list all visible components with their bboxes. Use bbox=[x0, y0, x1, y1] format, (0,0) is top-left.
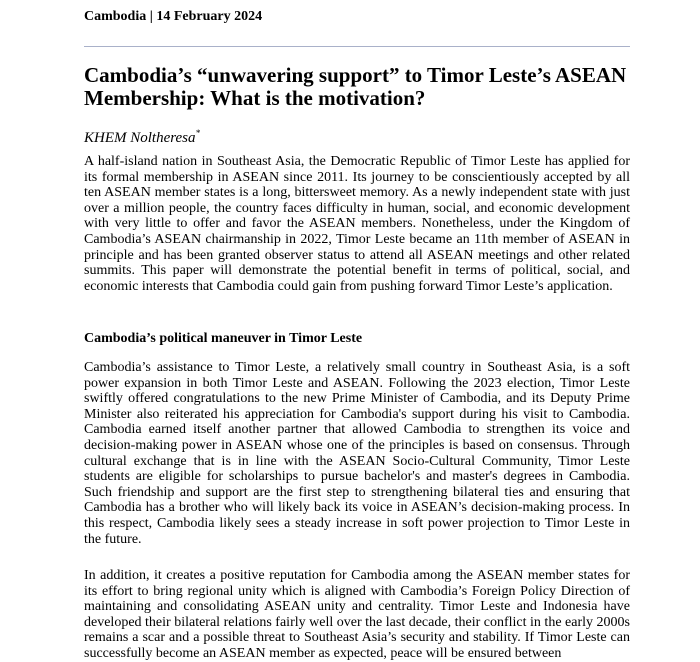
intro-paragraph: A half-island nation in Southeast Asia, the Democratic Republic of Timor Leste has applied for its formal membership in ASEAN since 2011. Its journey to be conscientiously accepted by all ten ASEAN member states is a long, bittersweet memory. As a newly independent state with just over a million people, the country faces difficulty in human, social, and economic development with very little to offer and favor the ASEAN members. Nonetheless, under the Kingdom of Cambodia’s ASEAN chairmanship in 2022, Timor Leste became an 11th member of ASEAN in principle and has been granted observer status to attend all ASEAN meetings and other related summits. This paper will demonstrate the potential benefit in terms of political, social, and economic interests that Cambodia could gain from pushing forward Timor Leste’s application. bbox=[84, 154, 630, 294]
body-paragraph: In addition, it creates a positive reputation for Cambodia among the ASEAN member states for its effort to bring regional unity which is aligned with Cambodia’s Foreign Policy Direction of maintaining and consolidating ASEAN unity and centrality. Timor Leste and Indonesia have developed their bilateral relations fairly well over the last decade, their conflict in the early 2000s remains a scar and a possible threat to Southeast Asia’s security and stability. If Timor Leste can successfully become an ASEAN member as expected, peace will be ensured between bbox=[84, 568, 630, 661]
body-paragraph: Cambodia’s assistance to Timor Leste, a relatively small country in Southeast Asia, is a soft power expansion in both Timor Leste and ASEAN. Following the 2023 election, Timor Leste swiftly offered congratulations to the new Prime Minister of Cambodia, and its Deputy Prime Minister also reiterated his appreciation for Cambodia's support during his visit to Cambodia. Cambodia earned itself another partner that allowed Cambodia to strengthen its voice and decision-making power in ASEAN whose one of the principles is based on consensus. Through cultural exchange that is in line with the ASEAN Socio-Cultural Community, Timor Leste students are eligible for scholarships to pursue bachelor's and master's degrees in Cambodia. Such friendship and support are the first step to strengthening bilateral ties and ensuring that Cambodia has a brother who will likely back its voice in ASEAN’s decision-making process. In this respect, Cambodia likely sees a steady increase in soft power projection to Timor Leste in the future. bbox=[84, 360, 630, 547]
header-dateline: Cambodia | 14 February 2024 bbox=[84, 9, 263, 24]
article-title: Cambodia’s “unwavering support” to Timor Leste’s ASEAN Membership: What is the motivation? bbox=[84, 63, 627, 110]
header-divider bbox=[84, 46, 630, 47]
author-byline bbox=[84, 125, 200, 147]
footnote-marker: * bbox=[195, 128, 201, 138]
section-heading: Cambodia’s political maneuver in Timor Leste bbox=[84, 331, 363, 346]
author-name: KHEM Noltheresa bbox=[84, 130, 196, 146]
